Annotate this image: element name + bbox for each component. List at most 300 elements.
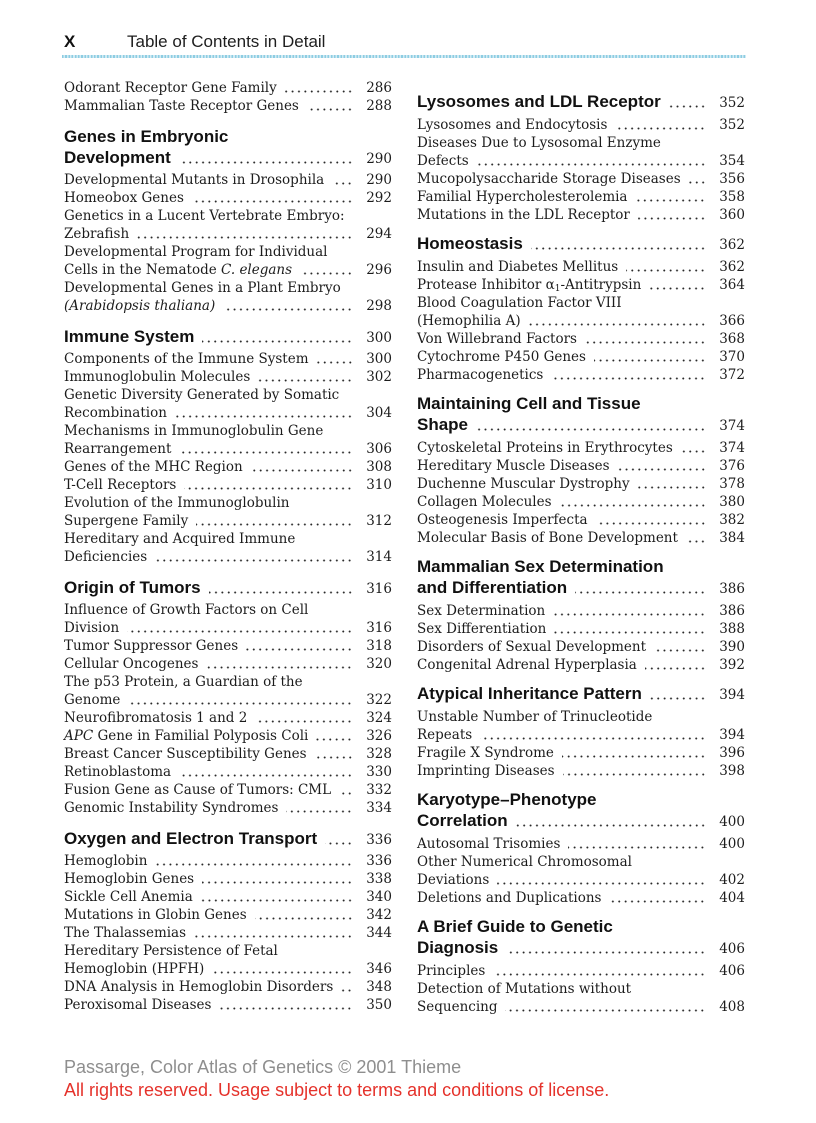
toc-entry-line: [417, 656, 745, 674]
page-number: 300: [366, 351, 392, 367]
dot-leader: [179, 763, 353, 781]
toc-entry-line: [64, 458, 392, 476]
dot-leader: [551, 366, 706, 384]
toc-entry-text: Influence of Growth Factors on Cell: [64, 602, 309, 618]
page-number: 384: [719, 529, 745, 546]
toc-entry: [64, 494, 392, 530]
toc-entry-text: Developmental Mutants in Drosophila: [64, 172, 325, 188]
section-heading-line: [417, 556, 745, 577]
section-heading-text: Maintaining Cell and Tissue: [417, 393, 641, 413]
toc-entry-line: [64, 978, 392, 996]
section-heading-line: [417, 810, 745, 831]
toc-entry: [64, 763, 392, 781]
toc-entry: [417, 439, 745, 457]
toc-entry-text: Insulin and Diabetes Mellitus: [417, 258, 619, 275]
page-number: 298: [366, 298, 392, 314]
dot-leader: [255, 709, 353, 727]
dot-leader: [128, 691, 353, 709]
page-number: 400: [719, 813, 745, 830]
toc-entry-line: [417, 206, 745, 224]
section-heading-line: [64, 828, 392, 849]
toc-entry-text: Fusion Gene as Cause of Tumors: CML: [64, 782, 332, 798]
toc-entry-text: Mammalian Taste Receptor Genes: [64, 98, 299, 114]
dot-leader: [563, 762, 706, 780]
copyright-notice: Passarge, Color Atlas of Genetics © 2001 Thieme: [64, 1057, 462, 1077]
toc-entry-line: [417, 998, 745, 1016]
toc-entry: [417, 744, 745, 762]
toc-entry: [417, 620, 745, 638]
page-label: X: [64, 32, 76, 51]
toc-entry-line: [64, 781, 392, 799]
page-footer: [64, 1056, 609, 1102]
toc-entry: [64, 942, 392, 978]
page-number: 316: [366, 620, 392, 636]
page-number: 316: [366, 581, 392, 597]
dot-leader: [219, 996, 353, 1014]
toc-entry: [417, 511, 745, 529]
toc-entry: [64, 279, 392, 315]
toc-entry-text: Von Willebrand Factors: [417, 330, 577, 347]
toc-entry-text: Hemoglobin Genes: [64, 871, 195, 887]
page-number: 326: [366, 728, 392, 744]
toc-entry-line: [64, 601, 392, 619]
toc-entry: [417, 889, 745, 907]
header-rule: [62, 55, 746, 58]
section-heading-text: Atypical Inheritance Pattern: [417, 683, 642, 703]
section-heading-line: [417, 683, 745, 704]
dot-leader: [669, 91, 706, 112]
toc-entry: [417, 258, 745, 276]
dot-leader: [196, 512, 353, 530]
toc-entry-line: [64, 225, 392, 243]
dot-leader: [258, 368, 353, 386]
dot-leader: [505, 998, 706, 1016]
toc-entry-text: [64, 297, 215, 315]
toc-entry-line: [417, 620, 745, 638]
section-heading-text: Mammalian Sex Determination: [417, 556, 664, 576]
page-number: 394: [719, 686, 745, 703]
page-number: 380: [719, 493, 745, 510]
dot-leader: [654, 638, 706, 656]
section-heading-text: Karyotype–Phenotype: [417, 789, 597, 809]
section-heading-text: Origin of Tumors: [64, 578, 201, 597]
page-number: 370: [719, 348, 745, 365]
toc-entry-text: [64, 261, 292, 279]
dot-leader: [206, 655, 353, 673]
page-number: 346: [366, 961, 392, 977]
toc-entry: [64, 458, 392, 476]
section-heading-line: [417, 393, 745, 414]
toc-entry-text: Other Numerical Chromosomal: [417, 853, 632, 870]
dot-leader: [649, 276, 706, 294]
dot-leader: [192, 189, 353, 207]
dot-leader: [175, 404, 353, 422]
dot-leader: [645, 656, 706, 674]
toc-entry: [417, 475, 745, 493]
dot-leader: [681, 439, 706, 457]
page-number: 368: [719, 330, 745, 347]
dot-leader: [307, 97, 353, 115]
toc-entry-line: [64, 691, 392, 709]
page-number: 386: [719, 580, 745, 597]
toc-entry-line: [417, 134, 745, 152]
toc-entry: [417, 294, 745, 330]
toc-entry-line: [64, 279, 392, 297]
toc-entry-line: [417, 835, 745, 853]
toc-entry: [64, 207, 392, 243]
toc-entry: [64, 368, 392, 386]
page-number: 392: [719, 656, 745, 673]
dot-leader: [568, 835, 706, 853]
dot-leader: [618, 457, 706, 475]
dot-leader: [553, 602, 706, 620]
toc-entry-line: [64, 350, 392, 368]
toc-entry: [64, 601, 392, 637]
toc-entry-text: Genetics in a Lucent Vertebrate Embryo:: [64, 208, 345, 224]
toc-entry-line: [64, 440, 392, 458]
toc-entry: [417, 638, 745, 656]
section-heading-text: A Brief Guide to Genetic: [417, 916, 613, 936]
toc-entry-text: Diseases Due to Lysosomal Enzyme: [417, 134, 661, 151]
dot-leader: [255, 906, 353, 924]
dot-leader: [531, 233, 706, 254]
dot-leader: [638, 475, 706, 493]
toc-entry: [64, 673, 392, 709]
toc-entry-text: Detection of Mutations without: [417, 980, 632, 997]
dot-leader: [286, 799, 353, 817]
toc-entry-line: [417, 258, 745, 276]
toc-entry-text: Hereditary and Acquired Immune: [64, 531, 296, 547]
toc-entry: [64, 189, 392, 207]
dot-leader: [285, 79, 353, 97]
page-number: 402: [719, 871, 745, 888]
toc-entry: [64, 745, 392, 763]
toc-entry-line: [64, 494, 392, 512]
toc-entry: [64, 888, 392, 906]
section-heading-text: Development: [64, 148, 171, 167]
page-number: 390: [719, 638, 745, 655]
page-number: 388: [719, 620, 745, 637]
dot-leader: [341, 978, 353, 996]
section-heading: [64, 577, 392, 598]
page-number: 406: [719, 940, 745, 957]
page-number: 366: [719, 312, 745, 329]
toc-entry-line: [64, 727, 392, 745]
toc-entry-line: [64, 799, 392, 817]
toc-entry-text: Mutations in the LDL Receptor: [417, 206, 630, 223]
toc-entry-line: [64, 996, 392, 1014]
toc-entry: [64, 709, 392, 727]
dot-leader: [650, 683, 706, 704]
page-number: 342: [366, 907, 392, 923]
section-heading-line: [417, 414, 745, 435]
dot-leader: [635, 188, 706, 206]
dot-leader: [516, 810, 706, 831]
toc-entry-line: [417, 511, 745, 529]
toc-entry-text: Hereditary Persistence of Fetal: [64, 943, 278, 959]
toc-entry: [64, 97, 392, 115]
page-number: 332: [366, 782, 392, 798]
dot-leader: [575, 577, 706, 598]
toc-entry-line: [64, 261, 392, 279]
page-number: 354: [719, 152, 745, 169]
toc-entry-line: [417, 889, 745, 907]
dot-leader: [315, 745, 353, 763]
toc-entry-line: [417, 493, 745, 511]
toc-entry-line: [417, 980, 745, 998]
dot-leader: [184, 476, 353, 494]
toc-entry-line: [64, 852, 392, 870]
page-number: 338: [366, 871, 392, 887]
toc-entry: [417, 457, 745, 475]
toc-entry: [417, 853, 745, 889]
section-heading-line: [417, 233, 745, 254]
section-heading-line: [417, 937, 745, 958]
page-title: Table of Contents in Detail: [127, 32, 326, 51]
toc-entry-text: Disorders of Sexual Development: [417, 638, 646, 655]
toc-entry-line: [64, 924, 392, 942]
section-heading: [417, 683, 745, 704]
toc-entry-line: [64, 888, 392, 906]
section-heading-text: Genes in Embryonic: [64, 127, 229, 146]
toc-entry-line: [64, 745, 392, 763]
section-heading: [417, 393, 745, 435]
toc-column-left: [64, 79, 392, 1014]
toc-entry: [417, 134, 745, 170]
toc-entry-text: The p53 Protein, a Guardian of the: [64, 674, 303, 690]
dot-leader: [554, 620, 706, 638]
page-number: 406: [719, 962, 745, 979]
toc-entry-text: Developmental Genes in a Plant Embryo: [64, 280, 341, 296]
dot-leader: [300, 261, 353, 279]
dot-leader: [201, 888, 353, 906]
toc-entry: [417, 962, 745, 980]
toc-entry-line: [64, 619, 392, 637]
page-number: 304: [366, 405, 392, 421]
page-number: 408: [719, 998, 745, 1015]
toc-entry: [64, 637, 392, 655]
toc-entry-line: [64, 709, 392, 727]
page-number: 320: [366, 656, 392, 672]
section-heading-line: [417, 789, 745, 810]
toc-entry-line: [64, 655, 392, 673]
toc-entry: [64, 422, 392, 458]
dot-leader: [155, 852, 353, 870]
section-heading: [64, 126, 392, 168]
toc-entry-text: [417, 276, 641, 294]
toc-entry: [417, 980, 745, 1016]
toc-entry: [64, 906, 392, 924]
toc-entry-text: Cytoskeletal Proteins in Erythrocytes: [417, 439, 673, 456]
dot-leader: [626, 258, 706, 276]
toc-entry-line: [417, 853, 745, 871]
toc-entry-text: Blood Coagulation Factor VIII: [417, 294, 622, 311]
page-number: 374: [719, 439, 745, 456]
page-number: 300: [366, 330, 392, 346]
toc-entry: [64, 799, 392, 817]
toc-entry-line: [64, 368, 392, 386]
page-number: 394: [719, 726, 745, 743]
page-number: 376: [719, 457, 745, 474]
dot-leader: [246, 637, 353, 655]
toc-entry-text: Osteogenesis Imperfecta: [417, 511, 588, 528]
toc-entry-line: [64, 763, 392, 781]
page-number: 286: [366, 80, 392, 96]
toc-entry-line: [417, 962, 745, 980]
dot-leader: [689, 170, 706, 188]
page-number: 336: [366, 832, 392, 848]
toc-entry: [64, 79, 392, 97]
toc-entry-text: Genomic Instability Syndromes: [64, 800, 279, 816]
toc-entry-line: [64, 97, 392, 115]
toc-entry-line: [64, 404, 392, 422]
toc-entry-line: [417, 366, 745, 384]
page-number: 290: [366, 172, 392, 188]
section-heading-line: [64, 577, 392, 598]
page-number: 372: [719, 366, 745, 383]
dot-leader: [209, 577, 353, 598]
toc-entry: [64, 655, 392, 673]
dot-leader: [596, 511, 706, 529]
toc-entry-line: [417, 602, 745, 620]
toc-entry-text: Mucopolysaccharide Storage Diseases: [417, 170, 681, 187]
page-number: 362: [719, 258, 745, 275]
page-number: 352: [719, 116, 745, 133]
toc-entry: [64, 727, 392, 745]
page-number: 308: [366, 459, 392, 475]
page-number: 344: [366, 925, 392, 941]
toc-entry-line: [64, 548, 392, 566]
page-number: 386: [719, 602, 745, 619]
section-heading-text: Correlation: [417, 810, 508, 830]
toc-entry-text: Evolution of the Immunoglobulin: [64, 495, 290, 511]
section-heading: [417, 233, 745, 254]
italic-term: APC: [64, 728, 94, 744]
dot-leader: [476, 414, 706, 435]
toc-entry: [417, 188, 745, 206]
toc-entry-text: Unstable Number of Trinucleotide: [417, 708, 653, 725]
toc-entry: [417, 708, 745, 744]
toc-entry: [417, 116, 745, 134]
toc-entry-line: [417, 439, 745, 457]
page-number: 318: [366, 638, 392, 654]
toc-entry-text: Hemoglobin (HPFH): [64, 961, 205, 977]
toc-entry-text: Collagen Molecules: [417, 493, 552, 510]
page-number: 296: [366, 262, 392, 278]
dot-leader: [615, 116, 706, 134]
toc-entry-line: [417, 744, 745, 762]
toc-entry: [417, 602, 745, 620]
toc-entry-text: Molecular Basis of Bone Development: [417, 529, 678, 546]
dot-leader: [506, 937, 706, 958]
toc-entry-text: Autosomal Trisomies: [417, 835, 561, 852]
page-number: 398: [719, 762, 745, 779]
toc-entry-text: Breast Cancer Susceptibility Genes: [64, 746, 307, 762]
toc-entry-text: Cellular Oncogenes: [64, 656, 199, 672]
toc-entry-line: [64, 386, 392, 404]
toc-entry-text: (Hemophilia A): [417, 312, 521, 329]
toc-entry: [417, 348, 745, 366]
dot-leader: [317, 350, 354, 368]
toc-entry: [64, 530, 392, 566]
page-number: 290: [366, 151, 392, 167]
page-number: 306: [366, 441, 392, 457]
page-number: 314: [366, 549, 392, 565]
page-number: 294: [366, 226, 392, 242]
section-heading-text: Oxygen and Electron Transport: [64, 829, 318, 848]
page-number: 404: [719, 889, 745, 906]
toc-entry-line: [64, 243, 392, 261]
dot-leader: [480, 726, 706, 744]
subscript-text: 1: [554, 283, 561, 294]
section-heading-text: Lysosomes and LDL Receptor: [417, 91, 661, 111]
page-number: 348: [366, 979, 392, 995]
text-segment: Gene in Familial Polyposis Coli: [93, 728, 309, 744]
toc-entry-text: Immunoglobulin Molecules: [64, 369, 251, 385]
page-number: 310: [366, 477, 392, 493]
toc-entry-text: [64, 727, 308, 745]
toc-entry-text: Sequencing: [417, 998, 498, 1015]
toc-entry-text: Deviations: [417, 871, 490, 888]
dot-leader: [529, 312, 706, 330]
dot-leader: [332, 171, 353, 189]
dot-leader: [562, 744, 706, 762]
toc-entry-text: Rearrangement: [64, 441, 172, 457]
toc-entry-text: The Thalassemias: [64, 925, 187, 941]
page-number: 362: [719, 236, 745, 253]
page-number: 396: [719, 744, 745, 761]
toc-entry-text: Familial Hypercholesterolemia: [417, 188, 628, 205]
toc-entry-line: [417, 726, 745, 744]
dot-leader: [316, 727, 353, 745]
license-notice: All rights reserved. Usage subject to terms and conditions of license.: [64, 1080, 610, 1100]
text-segment: Protease Inhibitor α: [417, 276, 555, 293]
toc-column-right: [417, 82, 745, 1016]
toc-entry: [64, 870, 392, 888]
dot-leader: [493, 962, 706, 980]
section-heading: [417, 916, 745, 958]
toc-entry-line: [64, 942, 392, 960]
toc-entry: [417, 276, 745, 294]
dot-leader: [477, 152, 706, 170]
toc-entry-text: Sickle Cell Anemia: [64, 889, 193, 905]
toc-entry-text: Sex Determination: [417, 602, 546, 619]
toc-entry: [417, 493, 745, 511]
toc-entry-line: [417, 708, 745, 726]
toc-entry-text: Retinoblastoma: [64, 764, 172, 780]
page-number: 382: [719, 511, 745, 528]
toc-entry: [417, 206, 745, 224]
dot-leader: [194, 924, 353, 942]
section-heading-line: [417, 577, 745, 598]
section-heading-text: Homeostasis: [417, 233, 523, 253]
toc-entry: [417, 366, 745, 384]
section-heading-text: Immune System: [64, 327, 195, 346]
toc-entry-text: Cytochrome P450 Genes: [417, 348, 586, 365]
page-number: 360: [719, 206, 745, 223]
toc-entry: [64, 996, 392, 1014]
dot-leader: [137, 225, 353, 243]
toc-entry-text: Developmental Program for Individual: [64, 244, 328, 260]
toc-entry-line: [417, 871, 745, 889]
dot-leader: [179, 440, 353, 458]
toc-entry: [64, 852, 392, 870]
page-number: 312: [366, 513, 392, 529]
toc-entry-line: [417, 294, 745, 312]
toc-entry-line: [64, 189, 392, 207]
page-number: 400: [719, 835, 745, 852]
text-segment: -Antitrypsin: [560, 276, 642, 293]
